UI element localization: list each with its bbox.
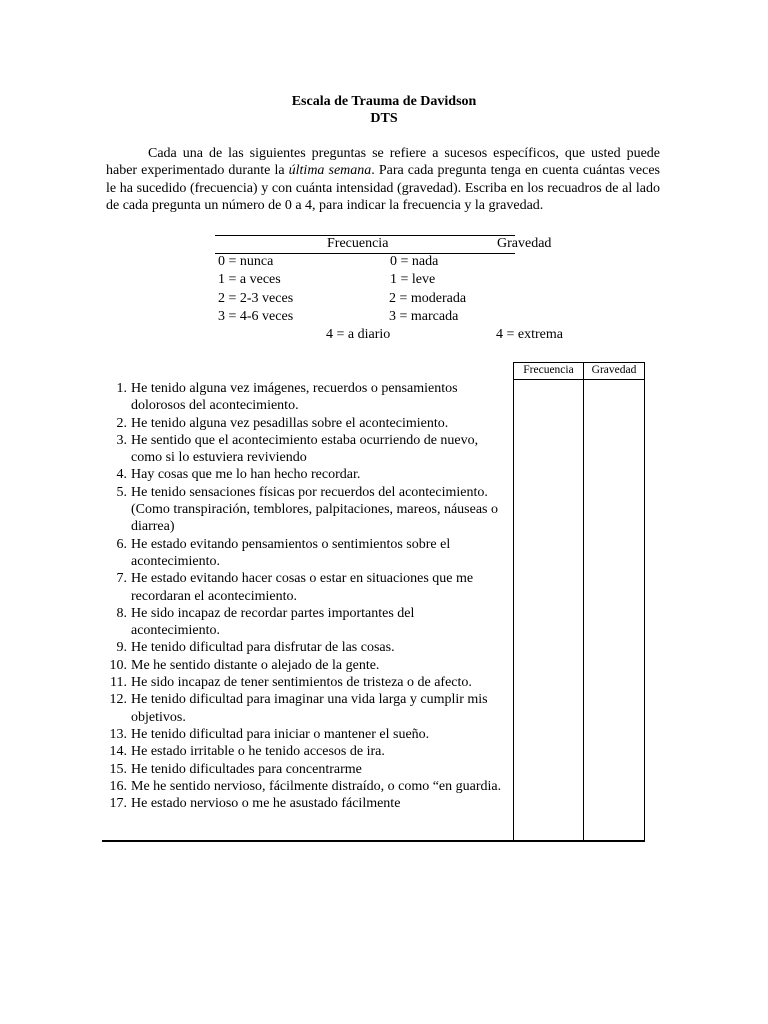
question-item	[106, 380, 506, 415]
question-item	[106, 432, 506, 467]
question-number: 10.	[109, 657, 127, 673]
instructions-text-1: Cada una de las siguientes preguntas se refiere a sucesos específicos, que usted puede haber experimentado durante la	[106, 146, 660, 179]
question-item	[106, 778, 506, 795]
question-item	[106, 605, 506, 640]
question-text: He tenido dificultades para concentrarme	[131, 761, 362, 777]
question-item	[106, 415, 506, 432]
question-number: 6.	[116, 536, 127, 552]
question-item	[106, 536, 506, 571]
question-number: 16.	[109, 778, 127, 794]
question-number: 9.	[116, 640, 127, 656]
question-text: He sido incapaz de recordar partes importantes del acontecimiento.	[131, 605, 415, 639]
question-text: He estado evitando pensamientos o sentimientos sobre el acontecimiento.	[131, 536, 451, 569]
question-number: 14.	[109, 744, 127, 760]
table-right-border	[644, 362, 645, 841]
table-middle-border	[583, 362, 584, 841]
question-number: 17.	[109, 796, 127, 812]
scale-frequency-header: Frecuencia	[327, 236, 389, 251]
scale-frequency-1: 1 = a veces	[218, 272, 281, 287]
scale-frequency-4: 4 = a diario	[326, 327, 391, 342]
question-item	[106, 795, 506, 812]
question-number: 1.	[116, 381, 127, 396]
question-text: He estado irritable o he tenido accesos de ira.	[131, 744, 385, 760]
scale-severity-4: 4 = extrema	[496, 327, 563, 342]
question-number: 5.	[116, 484, 127, 500]
question-text: Me he sentido nervioso, fácilmente distraído, o como “en guardia.	[131, 778, 502, 794]
table-bottom-border	[102, 840, 645, 842]
question-number: 13.	[109, 726, 127, 742]
table-header-border	[513, 379, 645, 380]
scale-frequency-0: 0 = nunca	[218, 254, 274, 269]
question-number: 11.	[110, 675, 127, 691]
question-item	[106, 743, 506, 760]
scale-frequency-3: 3 = 4-6 veces	[218, 309, 294, 324]
question-text: He estado evitando hacer cosas o estar en situaciones que me recordaran el acontecimiento.	[131, 571, 474, 604]
question-number: 8.	[116, 605, 127, 621]
question-item	[106, 674, 506, 691]
column-header-severity: Gravedad	[591, 364, 637, 376]
question-text: He tenido dificultad para imaginar una vida larga y cumplir mis objetivos.	[131, 692, 488, 725]
question-number: 3.	[116, 432, 127, 448]
question-text: Me he sentido distante o alejado de la gente.	[131, 657, 380, 673]
question-text: He tenido dificultad para disfrutar de las cosas.	[131, 640, 395, 656]
question-item	[106, 761, 506, 778]
question-item	[106, 466, 506, 483]
question-text: He tenido sensaciones físicas por recuerdos del acontecimiento. (Como transpiración, temblores, palpitaciones, mareos, náuseas o diarrea)	[131, 484, 499, 535]
document-title: Escala de Trauma de Davidson	[291, 94, 477, 109]
question-text: He tenido alguna vez pesadillas sobre el acontecimiento.	[131, 415, 449, 431]
question-item	[106, 484, 506, 536]
table-left-border	[513, 362, 514, 841]
question-item	[106, 570, 506, 605]
document-subtitle: DTS	[370, 111, 398, 126]
instructions-text-2: . Para cada pregunta tenga en cuenta cuántas veces le ha sucedido (frecuencia) y con cuánta intensidad (gravedad). Escriba en los recuadros de al lado de cada pregunta un número de 0 a 4, para indicar la frecuencia y la gravedad.	[106, 163, 660, 213]
scale-severity-3: 3 = marcada	[389, 309, 459, 324]
question-number: 15.	[109, 761, 127, 777]
question-item	[106, 657, 506, 674]
question-text: He sentido que el acontecimiento estaba ocurriendo de nuevo, como si lo estuviera reviviendo	[131, 432, 479, 466]
question-item	[106, 726, 506, 743]
question-text: He estado nervioso o me he asustado fácilmente	[131, 796, 401, 812]
question-item	[106, 639, 506, 656]
question-item	[106, 691, 506, 726]
column-header-frequency: Frecuencia	[523, 364, 574, 376]
scale-frequency-2: 2 = 2-3 veces	[218, 291, 294, 306]
scale-severity-2: 2 = moderada	[389, 291, 467, 306]
instructions-paragraph	[106, 145, 660, 214]
scale-severity-header: Gravedad	[497, 236, 552, 251]
scale-severity-1: 1 = leve	[390, 272, 436, 287]
scale-severity-0: 0 = nada	[390, 254, 439, 269]
question-text: He sido incapaz de tener sentimientos de tristeza o de afecto.	[131, 675, 472, 691]
question-number: 2.	[116, 415, 127, 431]
question-text: Hay cosas que me lo han hecho recordar.	[131, 467, 361, 483]
instructions-emphasis: última semana	[288, 163, 372, 179]
question-text: He tenido alguna vez imágenes, recuerdos o pensamientos dolorosos del acontecimiento.	[131, 381, 458, 414]
question-list	[106, 380, 506, 812]
question-text: He tenido dificultad para iniciar o mantener el sueño.	[131, 726, 430, 742]
question-number: 4.	[116, 467, 127, 483]
question-number: 7.	[116, 571, 127, 587]
question-number: 12.	[109, 692, 127, 708]
